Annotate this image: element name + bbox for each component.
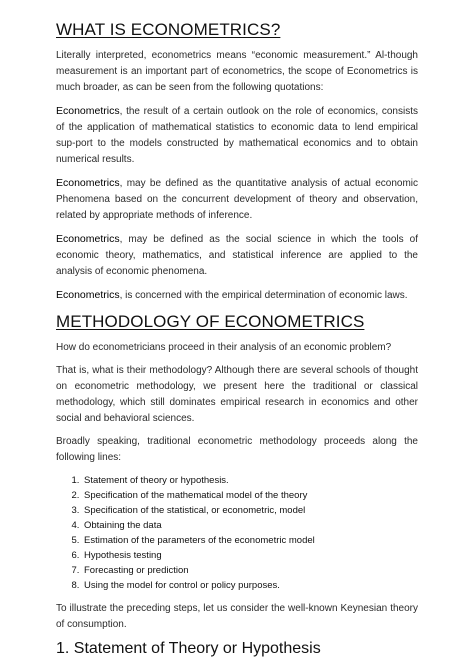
- list-item: 8. Using the model for control or policy purposes.: [82, 578, 418, 593]
- definition-term: Econometrics: [56, 105, 120, 117]
- definition-term: Econometrics: [56, 233, 120, 245]
- definition-text: , may be defined as the quantitative analysis of actual economic Phenomena based on the concurrent development of theory and observation, related by appropriate methods of inference.: [56, 178, 418, 221]
- definition-paragraph-1: [56, 103, 418, 168]
- list-item: 6. Hypothesis testing: [82, 548, 418, 563]
- methodology-question: How do econometricians proceed in their analysis of an economic problem?: [56, 342, 392, 353]
- closing-paragraph: To illustrate the preceding steps, let us consider the well-known Keynesian theory of consumption.: [56, 603, 418, 630]
- list-item: 2. Specification of the mathematical model of the theory: [82, 488, 418, 503]
- list-item: 1. Statement of theory or hypothesis.: [82, 473, 418, 488]
- methodology-paragraph-1: That is, what is their methodology? Although there are several schools of thought on econometric methodology, we present here the traditional or classical methodology, which still dominates empirical research in economics and other social and behavioral sciences.: [56, 365, 418, 424]
- definition-term: Econometrics: [56, 289, 120, 301]
- definition-paragraph-3: [56, 231, 418, 280]
- definition-paragraph-2: [56, 175, 418, 224]
- list-item: 5. Estimation of the parameters of the econometric model: [82, 533, 418, 548]
- subsection-heading: 1. Statement of Theory or Hypothesis: [56, 640, 321, 657]
- definition-term: Econometrics: [56, 177, 120, 189]
- heading-methodology: METHODOLOGY OF ECONOMETRICS: [56, 312, 365, 331]
- list-item: 3. Specification of the statistical, or econometric, model: [82, 503, 418, 518]
- definition-text: , may be defined as the social science in which the tools of economic theory, mathematics, and statistical inference are applied to the analysis of economic phenomena.: [56, 234, 418, 277]
- definition-paragraph-4: [56, 287, 418, 304]
- definition-text: , the result of a certain outlook on the role of economics, consists of the application of mathematical statistics to economic data to lend empirical sup-port to the models constructed by mathematical economics and to obtain numerical results.: [56, 106, 418, 165]
- methodology-steps-list: [56, 473, 418, 593]
- heading-what-is-econometrics: WHAT IS ECONOMETRICS?: [56, 20, 281, 39]
- list-item: 7. Forecasting or prediction: [82, 563, 418, 578]
- methodology-paragraph-2: Broadly speaking, traditional econometric methodology proceeds along the following lines:: [56, 436, 418, 463]
- list-item: 4. Obtaining the data: [82, 518, 418, 533]
- definition-text: , is concerned with the empirical determination of economic laws.: [119, 290, 408, 301]
- intro-paragraph: Literally interpreted, econometrics means “economic measurement.” Al-though measurement is an important part of econometrics, the scope of Econometrics is much broader, as can be seen from the following quotations:: [56, 50, 418, 93]
